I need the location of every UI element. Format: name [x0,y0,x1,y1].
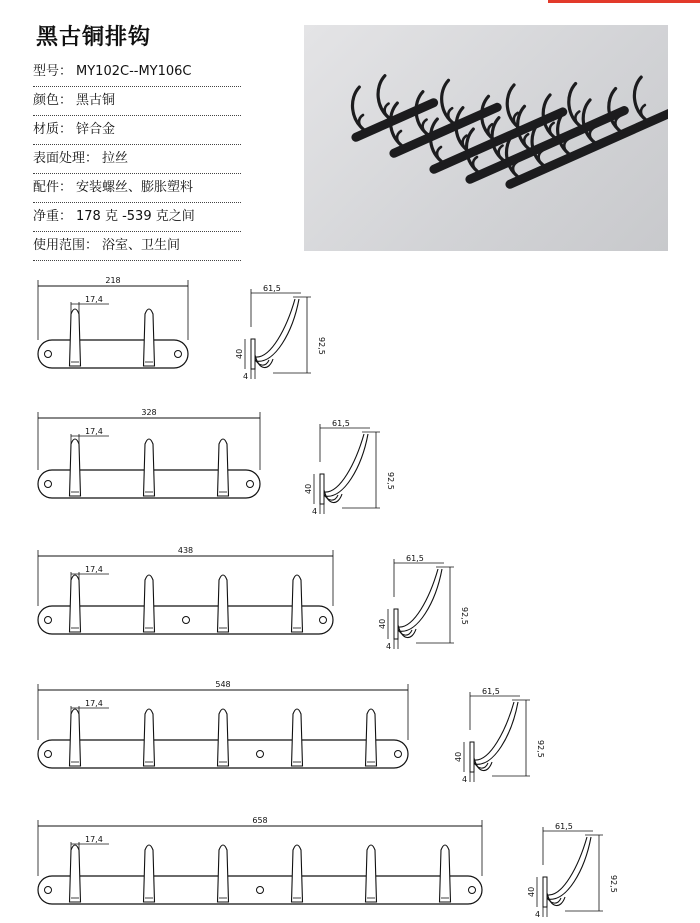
base-height-label: 40 [527,886,536,897]
thickness-label: 4 [312,507,318,516]
spec-value: 178 克 -539 克之间 [76,209,195,224]
length-label: 658 [252,816,268,825]
spec-label: 材质： [33,122,73,137]
back-plate [38,606,333,634]
spec-value: 安装螺丝、膨胀塑料 [76,180,194,195]
spec-value: 锌合金 [76,122,116,137]
hook-front [70,575,81,632]
spec-label: 颜色： [33,93,73,108]
hook-front [218,709,229,766]
hook-front [218,845,229,902]
depth-label: 61,5 [332,419,350,428]
hook-front [144,709,155,766]
back-plate [38,876,482,904]
depth-label: 61,5 [263,284,281,293]
thickness-label: 4 [243,372,249,381]
hook-front [144,845,155,902]
side-drawing-2 [304,419,395,516]
length-label: 218 [105,276,121,285]
hook-front [144,575,155,632]
height-label: 92,5 [609,875,618,893]
hook-profile-inner [324,434,364,492]
spacing-label: 17,4 [85,835,103,844]
hook-front [70,439,81,496]
hook-front [70,845,81,902]
spec-label: 配件： [33,180,73,195]
spacing-label: 17,4 [85,295,103,304]
side-drawing-4 [454,687,545,784]
front-drawing-5 [38,816,482,904]
side-drawing-3 [378,554,469,651]
front-drawing-2 [38,408,260,498]
side-plate [251,339,255,369]
hook-front [70,309,81,366]
spec-value: 拉丝 [102,151,129,166]
hook-front [218,439,229,496]
hook-front [366,845,377,902]
hook-front [144,439,155,496]
front-drawing-1 [38,276,188,368]
spacing-label: 17,4 [85,427,103,436]
spec-label: 净重： [33,209,73,224]
thickness-label: 4 [535,910,541,919]
hook-profile-inner [547,837,587,895]
length-label: 548 [215,680,231,689]
length-label: 328 [141,408,157,417]
height-label: 92,5 [386,472,395,490]
hook-front [292,845,303,902]
hook-front [440,845,451,902]
base-height-label: 40 [235,348,244,359]
back-plate [38,340,188,368]
side-plate [320,474,324,504]
side-drawing-5 [527,822,618,919]
height-label: 92,5 [536,740,545,758]
hook-front [292,575,303,632]
spacing-label: 17,4 [85,699,103,708]
thickness-label: 4 [462,775,468,784]
side-plate [543,877,547,907]
height-label: 92,5 [460,607,469,625]
depth-label: 61,5 [555,822,573,831]
depth-label: 61,5 [482,687,500,696]
height-label: 92,5 [317,337,326,355]
depth-label: 61,5 [406,554,424,563]
spec-value: 黑古铜 [76,93,116,108]
hook-profile-inner [255,299,295,357]
hook-front [366,709,377,766]
hook-profile-inner [398,569,438,627]
spec-label: 使用范围： [33,238,99,253]
base-height-label: 40 [378,618,387,629]
side-drawing-1 [235,284,326,381]
side-plate [394,609,398,639]
page-title: 黑古铜排钩 [36,25,152,50]
spacing-label: 17,4 [85,565,103,574]
front-drawing-4 [38,680,408,768]
hook-front [144,309,155,366]
base-height-label: 40 [454,751,463,762]
hook-profile-inner [474,702,514,760]
spec-value: 浴室、卫生间 [102,238,181,253]
hook-front [292,709,303,766]
spec-label: 型号： [33,64,73,79]
front-drawing-3 [38,546,333,634]
base-height-label: 40 [304,483,313,494]
spec-label: 表面处理： [33,151,99,166]
length-label: 438 [177,546,194,555]
hook-front [218,575,229,632]
side-plate [470,742,474,772]
spec-value: MY102C--MY106C [76,64,192,79]
thickness-label: 4 [386,642,392,651]
hook-front [70,709,81,766]
